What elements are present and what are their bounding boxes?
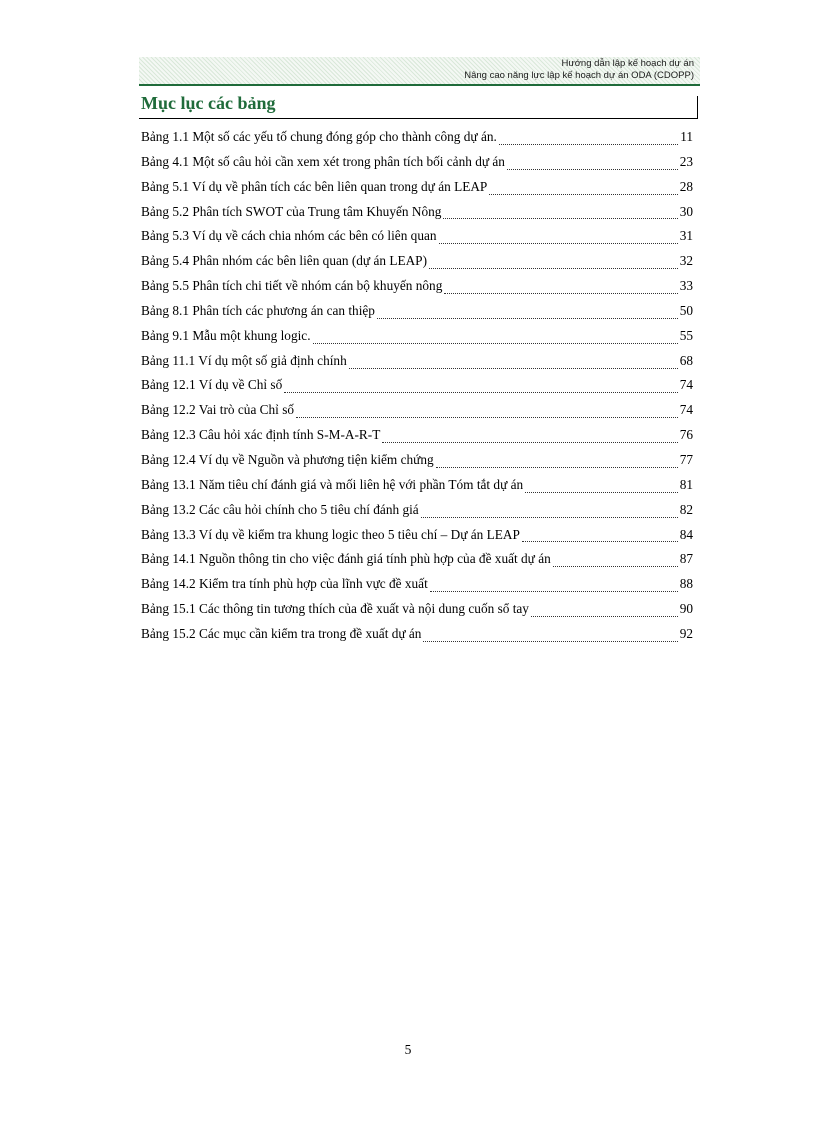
toc-entry[interactable] [141,326,693,351]
toc-entry-label: Bảng 4.1 Một số câu hỏi cần xem xét trong phân tích bối cảnh dự án [141,153,505,169]
toc-entry[interactable] [141,276,693,301]
toc-entry-label: Bảng 1.1 Một số các yếu tố chung đóng góp cho thành công dự án. [141,129,497,144]
toc-entry-label: Bảng 14.2 Kiểm tra tính phù hợp của lĩnh vực đề xuất [141,576,428,592]
toc-entry-label: Bảng 13.2 Các câu hỏi chính cho 5 tiêu chí đánh giá [141,501,419,517]
dot-leader [382,442,677,443]
toc-entry-page: 84 [679,526,693,542]
toc-entry-page: 77 [679,451,693,467]
toc-entry-page: 31 [679,228,693,244]
toc-entry[interactable] [141,599,693,624]
toc-entry[interactable] [141,251,693,276]
toc-entry-label: Bảng 9.1 Mẫu một khung logic. [141,327,311,343]
header-title: Hướng dẫn lập kế hoạch dự án [561,58,694,69]
toc-entry-page: 76 [679,427,693,443]
dot-leader [430,591,678,592]
title-rule-vertical [697,96,698,119]
page-title: Mục lục các bảng [141,93,276,113]
toc-entry-page: 28 [679,178,693,194]
toc-entry-page: 81 [679,476,693,492]
toc-entry-label: Bảng 12.1 Ví dụ về Chỉ số [141,377,283,393]
toc-entry-page: 33 [679,278,693,294]
toc-entry-label: Bảng 5.4 Phân nhóm các bên liên quan (dự án LEAP) [141,253,428,269]
toc-entry-label: Bảng 11.1 Ví dụ một số giả định chính [141,352,347,368]
toc-entry-page: 82 [679,501,693,517]
toc-entry-label: Bảng 13.3 Ví dụ về kiểm tra khung logic theo 5 tiêu chí – Dự án LEAP [141,526,520,542]
toc-entry-label: Bảng 14.1 Nguồn thông tin cho việc đánh giá tính phù hợp của đề xuất dự án [141,551,551,567]
toc-entry-page: 23 [679,153,693,169]
toc-entry-label: Bảng 12.2 Vai trò của Chỉ số [141,402,295,418]
toc-entry-page: 88 [679,576,693,592]
dot-leader [507,169,678,170]
dot-leader [553,566,678,567]
toc-entry[interactable] [141,351,693,376]
header-subtitle: Nâng cao năng lực lập kế hoạch dự án ODA (CDOPP) [464,70,694,81]
toc-entry-label: Bảng 8.1 Phân tích các phương án can thiệp [141,302,375,318]
toc-entry[interactable] [141,127,693,152]
toc-entry[interactable] [141,425,693,450]
toc-entry-label: Bảng 12.3 Câu hỏi xác định tính S-M-A-R-T [141,427,381,443]
toc-entry[interactable] [141,375,693,400]
dot-leader [429,268,678,269]
toc-entry-label: Bảng 12.4 Ví dụ về Nguồn và phương tiện kiểm chứng [141,451,434,467]
toc-entry-page: 90 [679,601,693,617]
toc-entry[interactable] [141,177,693,202]
toc-entry[interactable] [141,301,693,326]
toc-entry[interactable] [141,574,693,599]
dot-leader [531,616,678,617]
toc-entry[interactable] [141,525,693,550]
toc-entry-label: Bảng 15.1 Các thông tin tương thích của đề xuất và nội dung cuốn sổ tay [141,601,529,617]
toc-entry-label: Bảng 5.2 Phân tích SWOT của Trung tâm Khuyến Nông [141,203,442,219]
table-of-tables [141,127,693,649]
dot-leader [284,392,677,393]
dot-leader [444,293,677,294]
toc-entry-label: Bảng 5.3 Ví dụ về cách chia nhóm các bên có liên quan [141,228,437,244]
dot-leader [489,194,677,195]
dot-leader [439,243,678,244]
toc-entry-page: 11 [680,129,693,144]
toc-entry-page: 30 [679,203,693,219]
toc-entry-page: 92 [679,625,693,641]
toc-entry[interactable] [141,450,693,475]
dot-leader [436,467,678,468]
dot-leader [443,218,677,219]
title-underline [139,118,698,119]
toc-entry-page: 68 [679,352,693,368]
toc-entry-label: Bảng 5.1 Ví dụ về phân tích các bên liên quan trong dự án LEAP [141,178,488,194]
dot-leader [377,318,678,319]
toc-entry-page: 74 [679,402,693,418]
toc-entry-page: 74 [679,377,693,393]
toc-entry[interactable] [141,475,693,500]
dot-leader [349,368,678,369]
toc-entry[interactable] [141,624,693,649]
toc-entry-page: 55 [679,327,693,343]
toc-entry[interactable] [141,549,693,574]
toc-entry-page: 50 [679,302,693,318]
toc-entry-label: Bảng 15.2 Các mục cần kiểm tra trong đề xuất dự án [141,625,422,641]
dot-leader [423,641,677,642]
toc-entry-label: Bảng 5.5 Phân tích chi tiết về nhóm cán bộ khuyến nông [141,278,443,294]
dot-leader [421,517,678,518]
toc-entry[interactable] [141,202,693,227]
dot-leader [296,417,678,418]
dot-leader [525,492,678,493]
toc-entry[interactable] [141,226,693,251]
toc-entry[interactable] [141,152,693,177]
toc-entry-label: Bảng 13.1 Năm tiêu chí đánh giá và mối liên hệ với phần Tóm tắt dự án [141,476,524,492]
toc-entry[interactable] [141,500,693,525]
page-number: 5 [404,1042,412,1057]
toc-entry[interactable] [141,400,693,425]
running-header [139,57,700,86]
dot-leader [522,541,678,542]
dot-leader [313,343,678,344]
dot-leader [499,144,678,145]
toc-entry-page: 32 [679,253,693,269]
toc-entry-page: 87 [679,551,693,567]
